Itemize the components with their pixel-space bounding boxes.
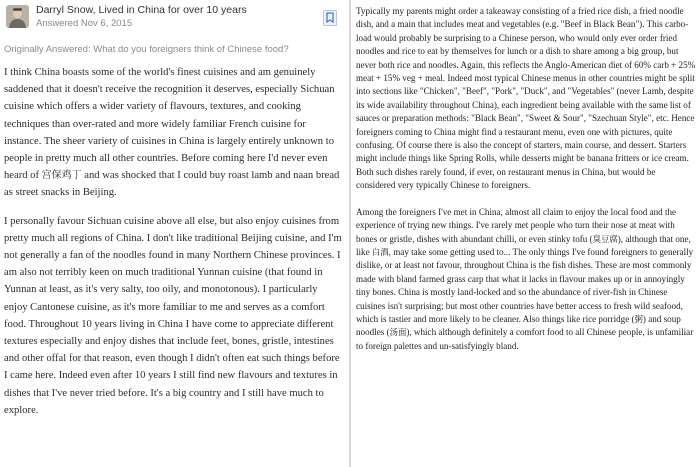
answer-left-column: [0, 0, 346, 467]
author-line: [36, 4, 247, 16]
chinese-dish-name: 宫保鸡丁: [41, 170, 82, 182]
originally-answered-question[interactable]: Originally Answered: What do you foreigners think of Chinese food?: [4, 44, 289, 55]
chinese-term: 粥: [634, 313, 643, 324]
chinese-term: 白酒: [371, 246, 389, 257]
answer-right-column: [356, 0, 696, 467]
answer-body-left: [4, 64, 342, 430]
text-span: ) and soup noodles (: [356, 313, 681, 338]
text-span: Among the foreigners I've met in China, almost all claim to enjoy the local food and the experience of trying new things. I've rarely met people who turn their nose at meat with bones or gristle, dishes with abundant chilli, or even stinky tofu (: [356, 206, 677, 244]
answer-header: [0, 0, 346, 36]
column-divider: [349, 0, 351, 467]
text-span: I think China boasts some of the world's finest cuisines and am genuinely saddened that it doesn't receive the recognition it deserves, especially Sichuan cuisine which offers a wider variety of flavours, textures, and cooking techniques than over-rated and more widely familiar French cuisine for instance. The sheer variety of cuisines in China is largely entirely unknown to people in pretty much all other countries. Before coming here I'd never even heard of: [4, 67, 335, 182]
author-avatar[interactable]: [6, 5, 29, 28]
paragraph-regional-preferences: I personally favour Sichuan cuisine above all else, but also enjoy cuisines from pretty much all regions of China. I don't like traditional Beijing cuisine, and I'm not generally a fan of the noodles found in many Northern Chinese provinces. I am also not terribly keen on much traditional Yunnan cuisine (that found in Yunnan at least, as it's very salty, too oily, and monotonous). I particularly enjoy Cantonese cuisine, as it's more familiar to me and serves as a comfort food. Throughout 10 years living in China I have come to appreciate different textures especially and enjoy dishes that include feet, bones, gristle, intestines and other offal for that reason, even though I didn't often eat such things before I came here. Indeed even after 10 years I still find new flavours and textures in dishes that I've never tried before. It's a big country and I still have much to explore.: [4, 215, 342, 416]
paragraph-cuisine-recognition: [4, 64, 342, 202]
bookmark-icon: [323, 10, 337, 26]
chinese-term: 臭豆腐: [592, 233, 618, 244]
text-span: ), although that one, like: [356, 233, 691, 257]
author-credential: Lived in China for over 10 years: [98, 4, 247, 16]
paragraph-foreigner-preferences: [356, 206, 696, 353]
text-span: ), which although definitely a comfort food to all Chinese people, is unfamiliar to foreign palettes and un-satisfyingly bland.: [356, 327, 694, 351]
answer-body-right: [356, 5, 696, 366]
chinese-term: 汤面: [389, 327, 407, 338]
avatar-photo-icon: [6, 5, 29, 28]
author-name[interactable]: Darryl Snow: [36, 4, 93, 16]
text-span: and was shocked that I could buy roast lamb and naan bread as street snacks in Beijing.: [4, 170, 340, 199]
author-separator: ,: [92, 4, 99, 16]
text-span: , may take some getting used to... The only things I've found foreigners to generally dislike, or at least not favour, throughout China is the fish dishes. These are most commonly made with bland farmed grass carp that what it lacks in flavour makes up or in annoyingly tiny bones. China is mostly land-locked and so the abundance of river-fish in Chinese cuisines isn't surprising; but most other countries have better access to fresh wild seafood, which is tastier and more likely to be cleaner. Also things like rice porridge (: [356, 246, 694, 324]
answer-date[interactable]: Answered Nov 6, 2015: [36, 18, 133, 29]
bookmark-button[interactable]: [323, 10, 337, 26]
paragraph-takeaway-menus: Typically my parents might order a takeaway consisting of a fried rice dish, a fried noodle dish, and a main that includes meat and vegetables (e.g. "Beef in Black Bean"). This carbo-load would probably be surprising to a Chinese person, who would only ever order fried noodles and rice to eat by themselves for lunch or a dish to share among a big group, but never both rice and noodles. Again, this reflects the Anglo-American diet of 60% carb + 25% meat + 15% veg + meal. Indeed most typical Chinese menus in other countries might be split into sections like "Chicken", "Beef", "Pork", "Duck", and "Vegetables" (never Lamb, despite its wide availability throughout China), each ingredient being available with the same list of sauces or preparation methods: "Black Bean", "Sweet & Sour", "Szechuan Style", etc. Hence foreigners coming to China might find a restaurant menu, even one with pictures, quite confusing. Of course there is also the concept of starters, main course, and dessert. Starters might include things like Spring Rolls, while desserts might be banana fritters or ice cream. Both such dishes rarely found, if ever, on restaurant menus in China, but would be considered very typically Chinese to foreigners.: [356, 6, 696, 191]
